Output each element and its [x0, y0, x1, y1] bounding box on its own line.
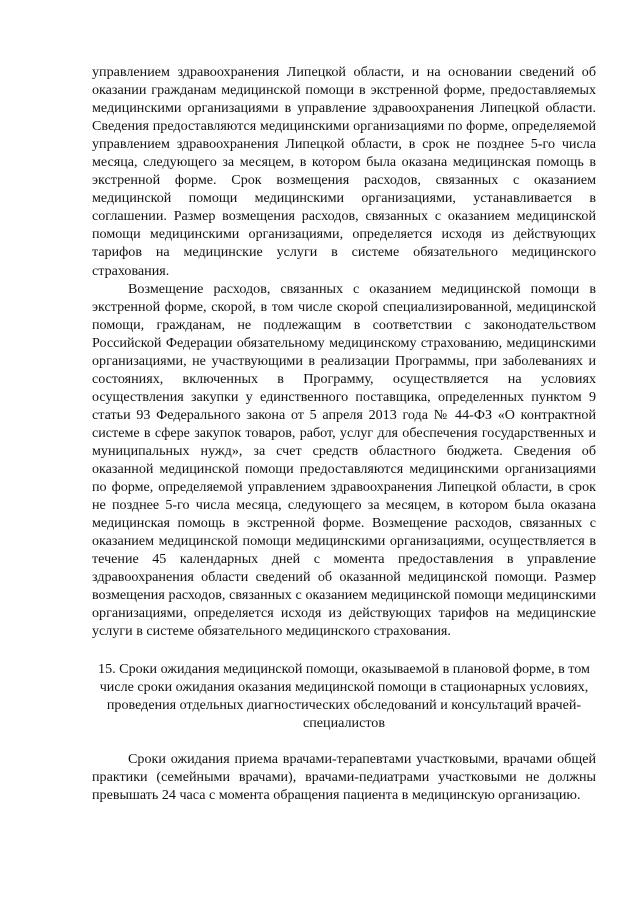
paragraph-emergency-care-reimbursement: Возмещение расходов, связанных с оказанием медицинской помощи в экстренной форме, скорой, в том числе скорой специализированной, медицинской помощи, гражданам, не подлежащим в соответствии с законодательством Российской Федерации обязательному медицинскому страхованию, медицинскими организациями, не участвующими в реализации Программы, при заболеваниях и состояниях, включенных в Программу, осуществляется на условиях осуществления закупки у единственного поставщика, определенных пунктом 9 статьи 93 Федерального закона от 5 апреля 2013 года № 44-ФЗ «О контрактной системе в сфере закупок товаров, работ, услуг для обеспечения государственных и муниципальных нужд», за счет средств областного бюджета. Сведения об оказанной медицинской помощи предоставляются медицинскими организациями по форме, определяемой управлением здравоохранения Липецкой области, в срок не позднее 5-го числа месяца, следующего за месяцем, в котором была оказана медицинская помощь в экстренной форме. Возмещение расходов, связанных с оказанием медицинской помощи медицинскими организациями, осуществляется в течение 45 календарных дней с момента предоставления в управление здравоохранения области сведений об оказанной медицинской помощи. Размер возмещения расходов, связанных с оказанием медицинской помощи медицинскими организациями, определяется исходя из действующих тарифов на медицинские услуги в системе обязательного медицинского страхования. [92, 280, 596, 640]
paragraph-waiting-times: Сроки ожидания приема врачами-терапевтами участковыми, врачами общей практики (семейными врачами), врачами-педиатрами участковыми не должны превышать 24 часа с момента обращения пациента в медицинскую организацию. [92, 750, 596, 803]
document-page [92, 63, 596, 804]
paragraph-reimbursement-terms: управлением здравоохранения Липецкой области, и на основании сведений об оказании гражданам медицинской помощи в экстренной форме, предоставляемых медицинскими организациями в управление здравоохранения Липецкой области. Сведения предоставляются медицинскими организациями по форме, определяемой управлением здравоохранения Липецкой области, в срок не позднее 5-го числа месяца, следующего за месяцем, в котором была оказана медицинская помощь в экстренной форме. Срок возмещения расходов, связанных с оказанием медицинской помощи медицинскими организациями, устанавливается в соглашении. Размер возмещения расходов, связанных с оказанием медицинской помощи медицинскими организациями, определяется исходя из действующих тарифов на медицинские услуги в системе обязательного медицинского страхования. [92, 64, 596, 279]
section-heading-15: 15. Сроки ожидания медицинской помощи, оказываемой в плановой форме, в том числе сроки ожидания оказания медицинской помощи в стационарных условиях, проведения отдельных диагностических обследований и консультаций врачей-специалистов [98, 660, 590, 731]
